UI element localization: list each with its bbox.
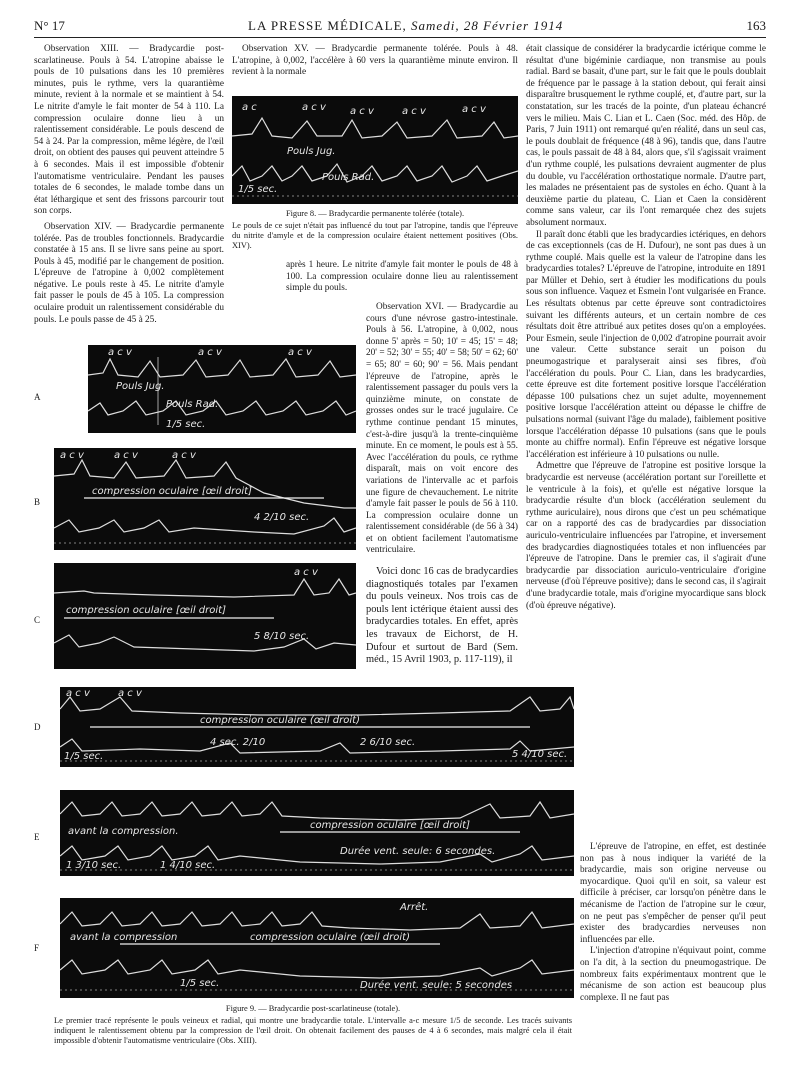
trace-b-mark-2: a c v [114,450,138,461]
trace-e-interval-1: 1 3/10 sec. [66,860,122,871]
figure-9-trace-f [60,898,574,998]
observation-13: Observation XIII. — Bradycardie post-scarlatineuse. Pouls à 54. L'atropine abaisse le pouls de 10 pulsations dans les 10 premières minutes, puis le rythme, vers la quarantième minute, revient à la normale et se maintient à 54. Le nitrite d'amyle le fait monter de 54 à 110. La compression oculaire donne lieu à un ralentissement considérable. Le pouls descend de 54 à 24. Par la compression, même légère, de l'œil droit, on obtient des pauses qui peuvent atteindre 5 à 6 secondes. Mais il est impossible d'obtenir l'automatisme ventriculaire. Pendant les pauses totales de 6 secondes, le malade tombe dans un état léthargique et sent des frissons parcourir tout son corps. [34,44,224,217]
fig8-mark-3: a c v [350,106,374,117]
col3-paragraph-2: Il paraît donc établi que les bradycardies ictériques, en dehors de cas exceptionnels (cas de H. Dufour), ne sont pas dues à un rythme couplé. Mais quelle est la valeur de l'atropine dans les bradycardies totales? L'épreuve de l'atropine, introduite en 1891 par Müller et Dehio, sert à étudier les modifications du pouls sous son influence. Vaquez et Esmein l'ont vulgarisée en France. Les résultats obtenus par cette épreuve sont contradictoires suivant les différents auteurs, et un certain nombre de ces résultats doit être attribué aux petites doses qu'on a employées. Pour Esmein, seule l'injection de 0,002 d'atropine pourrait avoir une valeur. Cette substance serait un poison du pneumogastrique et paralyserait ainsi ses fibres, d'où l'accélération du pouls. Pour C. Lian, dans les bradycardies, cette épreuve est dite fortement positive lorsque l'accélération dépasse 100 pulsations chez un sujet adulte, moyennement positive lorsque l'accélération atteint ou dépasse le chiffre de pulsations normal (suivant l'âge du malade), faiblement positive lorsque l'accélération dépasse 10 pulsations (sans que le pouls monte au chiffre normal). Enfin l'épreuve est négative lorsque l'accélération est inférieure à 10 pulsations ou nulle. [526,229,766,460]
figure-9-title: Figure 9. — Bradycardie post-scarlatineuse (totale). [225,1004,401,1013]
observation-14: Observation XIV. — Bradycardie permanente tolérée. Pas de troubles fonctionnels. Bradycardie constatée à 15 ans. Il se livre sans peine au sport. Pouls à 45, modifié par le changement de position. L'épreuve de l'atropine à 0,002 complètement négative. Le pouls reste à 45. Le nitrite d'amyle fait passer le pouls de 45 à 105. La compression oculaire produit un ralentissement considérable du pouls. Le pouls passe de 45 à 25. [34,221,224,325]
fig8-mark-1: a c [242,102,257,113]
col3-paragraph-1: était classique de considérer la bradycardie ictérique comme le résultat d'une bigéminie cardiaque, non transmise au pouls radial. Bard se basait, d'une part, sur le fait que le pouls doublait de fréquence par le passage à la station debout, qui ferait ainsi disparaître brusquement le rythme couplé, et, d'autre part, sur la constatation, sur les tracés de la pointe, d'un plateau échancré vers le milieu. Mais C. Lian et L. Caen (Soc. méd. des Hôp. de Paris, 7 Juin 1911) ont remarqué qu'en réalité, dans un seul cas, le pouls doublait de fréquence (48 à 96), tandis que, dans l'autre cas, le pouls passait de 48 à 84, alors que, s'il s'agissait vraiment d'un rythme couplé, les pulsations devraient augmenter de plus du double, vu l'accélération orthostatique normale. D'autre part, les malades ne présentaient pas de systoles en écho. Quant à la deuxième partie du plateau, C. Lian et Caen la considèrent comme sans valeur, car ils l'ont remarquée chez des sujets absolument normaux. [526,44,766,228]
trace-f-before: avant la compression [70,932,178,943]
trace-label-c: C [34,615,41,625]
trace-d-compression: compression oculaire (œil droit) [200,715,360,726]
figure-9-trace-b [54,448,356,550]
trace-d-pause-3: 5 4/10 sec. [512,749,568,760]
figure-9-text: Le premier tracé représente le pouls veineux et radial, qui montre une bradycardie totale. L'intervalle a-c mesure 1/5 de seconde. Les tracés suivants indiquent le ralentissement obtenu par la compression de l'œil droit. On obtenait facilement des pauses de 4 à 6 secondes, mais malgré cela il était impossible d'obtenir l'automatisme ventriculaire (Obs. XIII). [54,1016,572,1045]
journal-title: LA PRESSE MÉDICALE, Samedi, 28 Février 1914 [248,18,564,33]
trace-f-scale: 1/5 sec. [180,978,220,989]
trace-f-compression: compression oculaire (œil droit) [250,932,410,943]
trace-label-a: A [34,392,41,402]
trace-d-scale: 1/5 sec. [64,751,104,762]
trace-label-b: B [34,497,41,507]
figure-9-trace-d [60,687,574,767]
figure-9-trace-c [54,563,356,669]
figure-8-svg [232,96,518,204]
figure-8-caption [232,209,518,251]
column-2-mid [286,260,518,295]
figure-8-text: Le pouls de ce sujet n'était pas influencé du tout par l'atropine, tandis que l'épreuve du nitrite d'amyle et de la compression oculaire étaient nettement positives (Obs. XIV). [232,221,518,250]
trace-a-radial: Pouls Rad. [166,399,219,410]
trace-label-d: D [34,722,41,732]
trace-f-duration: Durée vent. seule: 5 secondes [360,980,513,991]
figure-9-trace-e [60,790,574,876]
trace-d-mark-2: a c v [118,688,142,699]
fig8-radial-label: Pouls Rad. [322,172,375,183]
column-1-top [34,44,224,326]
trace-b-mark-3: a c v [172,450,196,461]
figure-8-trace [232,96,518,204]
observation-15-continued: après 1 heure. Le nitrite d'amyle fait monter le pouls de 48 à 100. La compression oculaire donne lieu au ralentissement simple du pouls. [286,260,518,294]
trace-a-scale: 1/5 sec. [166,419,206,430]
voici-paragraph: Voici donc 16 cas de bradycardies diagnostiqués totales par l'examen du pouls veineux. Nos trois cas de pouls lent ictérique étaient aussi des bradycardies totales. En effet, après les travaux de Eichorst, de H. Dufour et surtout de Bard (Sem. méd., 15 Avril 1903, p. 117-119), il [366,566,518,666]
trace-e-compression: compression oculaire [œil droit] [310,820,470,831]
trace-label-e: E [34,832,40,842]
issue-number: N° 17 [34,18,65,33]
trace-a-mark-3: a c v [288,347,312,358]
trace-d-pause-1: 4 sec. 2/10 [210,737,266,748]
col3-paragraph-4: L'épreuve de l'atropine, en effet, est destinée non pas à nous indiquer la variété de la bradycardie, mais son origine nerveuse ou myocardique. Quoi qu'il en soit, sa valeur est difficile à préciser, car lorsqu'on pénètre dans le mécanisme de l'action de l'atropine sur le cœur, on ne peut pas s'empêcher de penser qu'il peut exister des bradycardies nerveuses non influencées par elle. [580,842,766,945]
trace-c-compression: compression oculaire [œil droit] [66,605,226,616]
trace-d-pause-2: 2 6/10 sec. [360,737,416,748]
trace-e-interval-2: 1 4/10 sec. [160,860,216,871]
column-2-top [232,44,518,79]
trace-b-mark-1: a c v [60,450,84,461]
figure-9-trace-a [88,345,356,433]
trace-label-f: F [34,943,40,953]
trace-c-pause: 5 8/10 sec. [254,631,310,642]
trace-c-mark: a c v [294,567,318,578]
trace-f-arret: Arrêt. [400,902,429,913]
column-2-obs16 [366,302,518,557]
fig8-scale-label: 1/5 sec. [238,184,278,195]
observation-16: Observation XVI. — Bradycardie au cours d'une névrose gastro-intestinale. Pouls à 56. L'atropine, à 0,002, nous donne 5' après = 50; 10' = 45; 15' = 48; 20' = 52; 30' = 55; 40' = 58; 50' = 62; 60' = 65; 80' = 60; 90' = 56. Mais pendant l'épreuve de l'atropine, après le ralentissement passager du pouls vers la quinzième minute, on constate de grosses ondes sur le tracé jugulaire. Ce rythme continue pendant 15 minutes, c'est-à-dire jusqu'à la trente-cinquième minute. En ce moment, le pouls est à 55. Avec l'accélération du pouls, ce rythme disparaît, mais on voit encore des variations de l'intervalle ac et parfois une figure de chevauchement. Le nitrite d'amyle fait passer le pouls de 56 à 110. La compression oculaire donne un ralentissement considérable (de 56 à 34) et on obtient facilement l'automatisme ventriculaire. [366,302,518,556]
col3-paragraph-5: L'injection d'atropine n'équivaut point, comme on l'a dit, à la section du pneumogastrique. De nombreux faits expérimentaux montrent que le mécanisme de son action est beaucoup plus complexe. Il ne faut pas [580,946,766,1003]
fig8-mark-2: a c v [302,102,326,113]
fig8-mark-5: a c v [462,104,486,115]
trace-b-pause: 4 2/10 sec. [254,512,310,523]
observation-15: Observation XV. — Bradycardie permanente tolérée. Pouls à 48. L'atropine, à 0,002, l'accélère à 60 vers la quarantième minute environ. Il revient à la normale [232,44,518,78]
trace-a-mark-1: a c v [108,347,132,358]
trace-b-compression: compression oculaire [œil droit] [92,486,252,497]
figure-9-caption [54,1004,572,1046]
page-number: 163 [746,18,766,33]
column-3 [526,44,766,612]
fig8-jugular-label: Pouls Jug. [287,146,336,157]
fig8-mark-4: a c v [402,106,426,117]
col3-paragraph-3: Admettre que l'épreuve de l'atropine est positive lorsque la bradycardie est nerveuse (accélération portant sur l'oreillette et le ventricule à la fois), et qu'elle est négative lorsque la bradycardie résulte d'un block (accélération seulement du rythme auriculaire), nous dirons que c'est un peu schématique car on a rapporté des cas de bradycardies par dissociation auriculo-ventriculaire influencées par l'atropine, et inversement des bradycardies diagnostiquées totales et non influencées par l'épreuve de l'atropine. Dans le premier cas, il s'agirait d'une bradycardie par dissociation auriculo-ventriculaire d'origine nerveuse (d'où l'épreuve positive); dans le second cas, il s'agirait d'une bradycardie totale, mais d'origine myocardique sans block (d'où épreuve négative). [526,461,766,611]
trace-e-duration: Durée vent. seule: 6 secondes. [340,846,496,857]
column-3-lower [580,842,766,1004]
page-header [34,18,766,38]
trace-a-mark-2: a c v [198,347,222,358]
trace-a-jugular: Pouls Jug. [116,381,165,392]
trace-d-mark-1: a c v [66,688,90,699]
trace-e-before: avant la compression. [68,826,179,837]
figure-8-title: Figure 8. — Bradycardie permanente tolérée (totale). [285,209,465,218]
column-2-voici [366,566,518,667]
